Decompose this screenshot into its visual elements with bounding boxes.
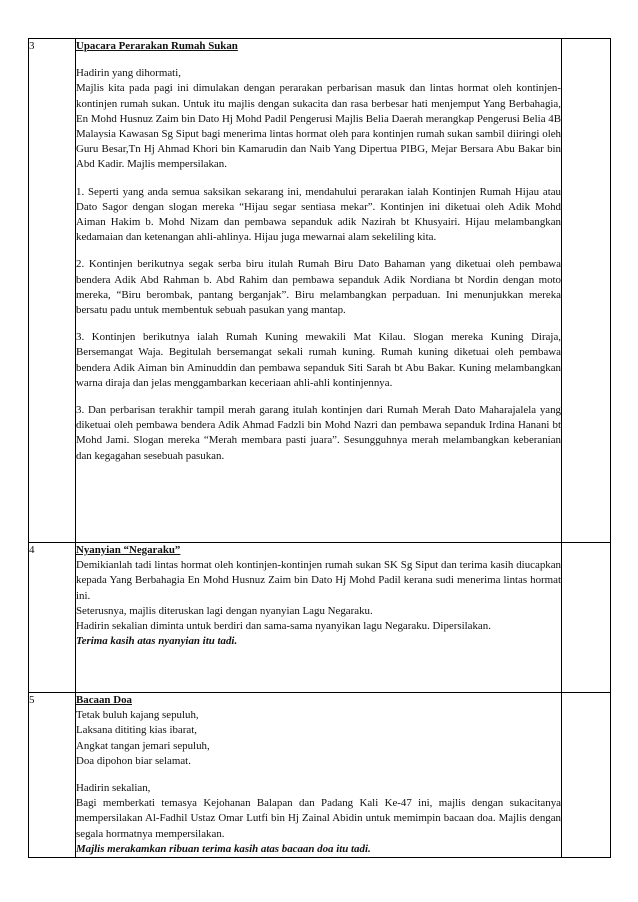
greeting: Hadirin yang dihormati,	[76, 67, 181, 80]
programme-table	[28, 38, 611, 858]
item-number: 3	[29, 39, 76, 543]
table-row	[29, 543, 611, 693]
paragraph-rumah-kuning: 3. Kontinjen berikutnya ialah Rumah Kuning mewakili Mat Kilau. Slogan mereka Kuning Diraja, Bersemangat Waja. Begitulah bersemangat sekali rumah kuning. Rumah kuning diketuai oleh pembawa bendera Adik Aiman bin Aminuddin dan pembawa sepanduk Siti Sarah bt Abu Bakar. Kuning melambangkan warna diraja dan jelas menggambarkan keceriaan ahli-ahli kontinjennya.	[76, 331, 561, 389]
paragraph-rumah-biru: 2. Kontinjen berikutnya segak serba biru itulah Rumah Biru Dato Bahaman yang diketuai oleh pembawa bendera Adik Abd Rahman b. Abd Rahim dan pembawa sepanduk Adik Nordiana bt Nordin dengan moto mereka, “Biru berombak, pantang berganjak”. Biru melambangkan perpaduan. Ini menunjukkan mereka bersatu padu untuk membentuk sebuah pasukan yang mantap.	[76, 258, 561, 317]
thanks-line: Terima kasih atas nyanyian itu tadi.	[76, 635, 238, 648]
verse-line: Laksana dititing kias ibarat,	[76, 724, 197, 737]
paragraph-line: Seterusnya, majlis diteruskan lagi dengan nyanyian Lagu Negaraku.	[76, 604, 373, 617]
item-content	[76, 693, 562, 858]
item-heading: Upacara Perarakan Rumah Sukan	[76, 40, 238, 52]
intro-paragraph: Majlis kita pada pagi ini dimulakan dengan perarakan perbarisan masuk dan lintas hormat oleh kontinjen-kontinjen rumah sukan. Untuk itu majlis dengan sukacita dan rasa berbesar hati menjemput Yang Berbahagia, En Mohd Husnuz Zaim bin Dato Hj Mohd Padil Pengerusi Majlis Belia Daerah merangkap Pengerusi Belia 4B Malaysia Kawasan Sg Siput bagi menerima lintas hormat oleh para kontinjen rumah sukan sambil diiringi oleh Guru Besar,Tn Hj Ahmad Khori bin Kamarudin dan Naib Yang Dipertua PIBG, Mejar Bersara Abu Bakar bin Abd Kadir. Majlis mempersilakan.	[76, 82, 561, 171]
item-content	[76, 39, 562, 543]
item-number: 4	[29, 543, 76, 693]
remarks-cell	[562, 39, 611, 543]
thanks-line: Majlis merakamkan ribuan terima kasih atas bacaan doa itu tadi.	[76, 842, 371, 855]
verse-line: Tetak buluh kajang sepuluh,	[76, 709, 199, 722]
verse-line: Angkat tangan jemari sepuluh,	[76, 739, 210, 752]
greeting: Hadirin sekalian,	[76, 782, 151, 795]
item-heading: Bacaan Doa	[76, 694, 132, 706]
remarks-cell	[562, 543, 611, 693]
intro-paragraph: Demikianlah tadi lintas hormat oleh kontinjen-kontinjen rumah sukan SK Sg Siput dan terima kasih diucapkan kepada Yang Berbahagia En Mohd Husnuz Zaim bin Dato Hj Mohd Padil kerana sudi menerima lintas hormat ini.	[76, 559, 561, 602]
item-number: 5	[29, 693, 76, 858]
intro-paragraph: Bagi memberkati temasya Kejohanan Balapan dan Padang Kali Ke-47 ini, majlis dengan sukacitanya mempersilakan Al-Fadhil Ustaz Omar Lutfi bin Hj Zainal Abidin untuk memimpin bacaan doa. Majlis dengan segala hormatnya mempersilakan.	[76, 797, 561, 840]
paragraph-rumah-merah: 3. Dan perbarisan terakhir tampil merah garang itulah kontinjen dari Rumah Merah Dato Maharajalela yang diketuai oleh pembawa bendera Adik Ahmad Fadzli bin Mohd Nazri dan pembawa sepanduk Irdina Hanani bt Mohd Jami. Slogan mereka “Merah membara pasti juara”. Sesungguhnya merah melambangkan keberanian dan kegagahan sesebuah pasukan.	[76, 404, 561, 462]
item-heading: Nyanyian “Negaraku”	[76, 544, 181, 556]
item-content	[76, 543, 562, 693]
table-row	[29, 39, 611, 543]
remarks-cell	[562, 693, 611, 858]
verse-line: Doa dipohon biar selamat.	[76, 754, 191, 767]
paragraph-line: Hadirin sekalian diminta untuk berdiri dan sama-sama nyanyikan lagu Negaraku. Dipersilakan.	[76, 620, 491, 633]
table-row	[29, 693, 611, 858]
paragraph-rumah-hijau: 1. Seperti yang anda semua saksikan sekarang ini, mendahului perarakan ialah Kontinjen Rumah Hijau atau Dato Sagor dengan slogan mereka “Hijau segar sentiasa mekar”. Kontinjen ini diketuai oleh Adik Mohd Aiman Hakim b. Mohd Nizam dan pembawa sepanduk adik Nazirah bt Khusyairi. Hijau melambangkan kedamaian dan ketenangan ahli-ahlinya. Hijau juga mewarnai alam sekeliling kita.	[76, 185, 561, 244]
